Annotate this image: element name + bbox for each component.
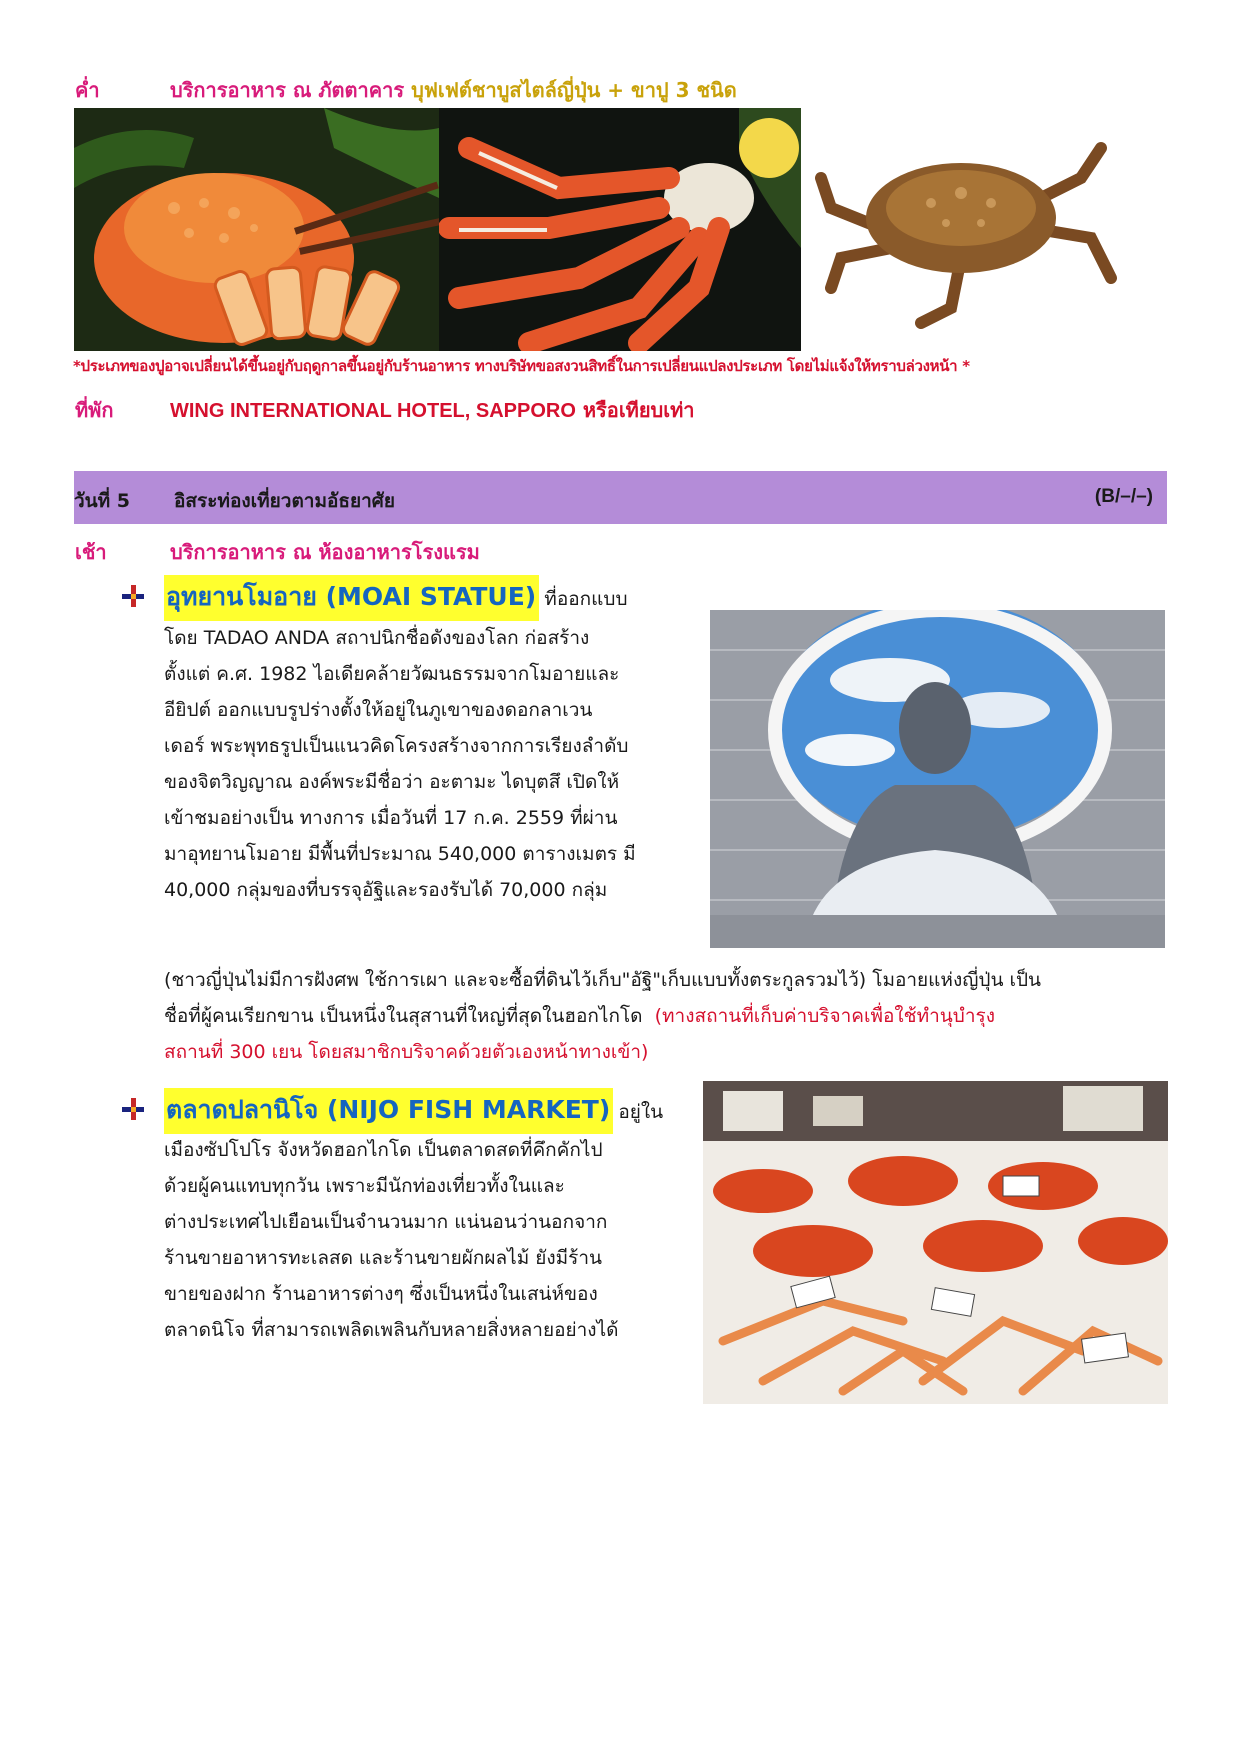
nijo-line: ต่างประเทศไปเยือนเป็นจำนวนมาก แน่นอนว่านอกจาก <box>164 1211 608 1233</box>
moai-fee-note-cont: สถานที่ 300 เยน โดยสมาชิกบริจาคด้วยตัวเองหน้าทางเข้า) <box>164 1041 649 1063</box>
hairy-crab-photo <box>74 108 439 351</box>
moai-buddha-photo <box>710 610 1165 948</box>
moai-line: เดอร์ พระพุทธรูปเป็นแนวคิดโครงสร้างจากการเรียงลำดับ <box>164 735 629 757</box>
nijo-line: ตลาดนิโจ ที่สามารถเพลิดเพลินกับหลายสิ่งหลายอย่างได้ <box>164 1319 619 1341</box>
moai-line: มาอุทยานโมอาย มีพื้นที่ประมาณ 540,000 ตารางเมตร มี <box>164 843 636 865</box>
day-number: วันที่ 5 <box>74 490 131 512</box>
day-header-band <box>74 471 1167 524</box>
nijo-heading-row <box>164 1088 663 1134</box>
day-title: อิสระท่องเที่ยวตามอัธยาศัย <box>174 490 395 512</box>
breakfast-row <box>75 536 480 568</box>
dinner-text: บริการอาหาร ณ ภัตตาคาร <box>169 78 405 102</box>
breakfast-label: เช้า <box>75 540 107 564</box>
moai-paragraph <box>164 620 694 908</box>
dinner-highlight: บุฟเฟต์ชาบูสไตล์ญี่ปุ่น + ขาปู 3 ชนิด <box>411 78 737 102</box>
moai-fee-note: (ทางสถานที่เก็บค่าบริจาคเพื่อใช้ทำนุบำรุง <box>654 1005 995 1027</box>
plus-bullet-icon <box>120 1096 146 1122</box>
moai-heading-suffix: ที่ออกแบบ <box>544 588 628 610</box>
moai-wide-line: (ชาวญี่ปุ่นไม่มีการฝังศพ ใช้การเผา และจะซื้อที่ดินไว้เก็บ"อัฐิ"เก็บแบบทั้งตระกูลรวมไว้) โมอายแห่งญี่ปุ่น เป็น <box>164 969 1042 991</box>
breakfast-text: บริการอาหาร ณ ห้องอาหารโรงแรม <box>169 540 480 564</box>
day-meals: (B/–/–) <box>1094 486 1153 507</box>
dinner-label: ค่ำ <box>75 78 100 102</box>
nijo-line: เมืองซัปโปโร จังหวัดฮอกไกโด เป็นตลาดสดที่คึกคักไป <box>164 1139 603 1161</box>
moai-line: อียิปต์ ออกแบบรูปร่างตั้งให้อยู่ในภูเขาของดอกลาเวน <box>164 699 593 721</box>
moai-line: ของจิตวิญญาณ องค์พระมีชื่อว่า อะตามะ ไดบุตสึ เปิดให้ <box>164 771 620 793</box>
nijo-line: ขายของฝาก ร้านอาหารต่างๆ ซึ่งเป็นหนึ่งในเสน่ห์ของ <box>164 1283 598 1305</box>
moai-heading-row <box>164 575 628 621</box>
nijo-line: ด้วยผู้คนแทบทุกวัน เพราะมีนักท่องเที่ยวทั้งในและ <box>164 1175 565 1197</box>
dinner-row <box>75 74 737 106</box>
king-crab-photo <box>801 108 1166 351</box>
hotel-name: WING INTERNATIONAL HOTEL, SAPPORO <box>169 400 576 422</box>
nijo-heading: ตลาดปลานิโจ (NIJO FISH MARKET) <box>164 1088 613 1134</box>
moai-paragraph-wide <box>164 962 1174 1070</box>
hotel-row <box>75 394 695 426</box>
nijo-paragraph <box>164 1132 686 1348</box>
moai-line: โดย TADAO ANDA สถาปนิกชื่อดังของโลก ก่อสร้าง <box>164 627 590 649</box>
moai-heading: อุทยานโมอาย (MOAI STATUE) <box>164 575 539 621</box>
snow-crab-legs-photo <box>439 108 801 351</box>
moai-line: ตั้งแต่ ค.ศ. 1982 ไอเดียคล้ายวัฒนธรรมจากโมอายและ <box>164 663 620 685</box>
hotel-suffix: หรือเทียบเท่า <box>582 398 695 422</box>
hotel-label: ที่พัก <box>75 398 114 422</box>
nijo-line: ร้านขายอาหารทะเลสด และร้านขายผักผลไม้ ยังมีร้าน <box>164 1247 603 1269</box>
moai-line: เข้าชมอย่างเป็น ทางการ เมื่อวันที่ 17 ก.ค. 2559 ที่ผ่าน <box>164 807 618 829</box>
moai-wide-line-text: ชื่อที่ผู้คนเรียกขาน เป็นหนึ่งในสุสานที่ใหญ่ที่สุดในฮอกไกโด <box>164 1005 643 1027</box>
nijo-market-photo <box>703 1081 1168 1404</box>
crab-type-note: *ประเภทของปูอาจเปลี่ยนได้ขึ้นอยู่กับฤดูกาลขึ้นอยู่กับร้านอาหาร ทางบริษัทขอสงวนสิทธิ์ในการเปลี่ยนแปลงประเภท โดยไม่แจ้งให้ทราบล่วงหน้า * <box>73 357 970 375</box>
moai-wide-line <box>164 998 1174 1034</box>
plus-bullet-icon <box>120 583 146 609</box>
moai-line: 40,000 กลุ่มของที่บรรจุอัฐิและรองรับได้ 70,000 กลุ่ม <box>164 879 608 901</box>
nijo-heading-suffix: อยู่ใน <box>618 1101 664 1123</box>
